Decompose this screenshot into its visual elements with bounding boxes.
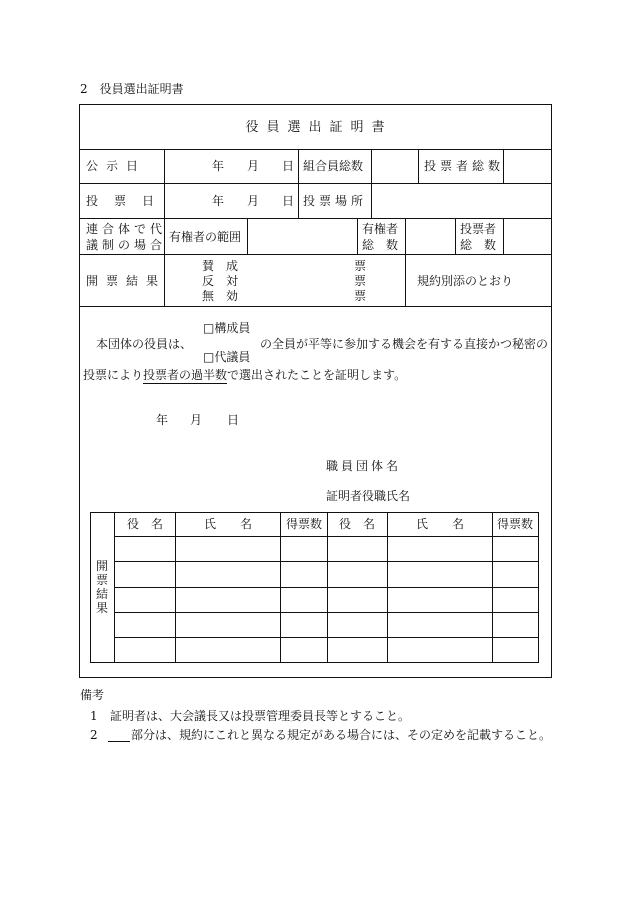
cert-date-year: 年 xyxy=(156,413,169,427)
date-year: 年 xyxy=(212,159,225,173)
label-no: 反 対 xyxy=(202,274,239,288)
label-voting-place: 投票場所 xyxy=(303,194,368,208)
label-member-total: 組合員総数 xyxy=(303,159,364,173)
underline-blank xyxy=(108,741,130,742)
date-year: 年 xyxy=(212,194,225,208)
cert-date-day: 日 xyxy=(227,413,240,427)
date-day: 日 xyxy=(282,159,295,173)
remark-1-text: 証明者は、大会議長又は投票管理委員長等とすること。 xyxy=(110,709,411,723)
label-federation-line1: 連合体で代 xyxy=(86,222,167,236)
label-federation-line2: 議制の場合 xyxy=(86,238,167,252)
header-name: 氏 名 xyxy=(203,517,253,531)
unit-votes: 票 xyxy=(354,259,367,273)
label-announcement-date: 公示日 xyxy=(86,159,147,173)
cert-line1-suffix: の全員が平等に参加する機会を有する直接かつ秘密の xyxy=(260,337,549,351)
rule-note: 規約別添のとおり xyxy=(417,274,514,288)
label-voter-total: 投票者総数 xyxy=(424,159,505,173)
label-eligible-total-line1: 有権者 xyxy=(362,222,399,236)
majority-underlined: 投票者の過半数 xyxy=(143,368,228,382)
label-voters-line2: 総 数 xyxy=(460,238,497,252)
remark-1-number: 1 xyxy=(90,709,98,723)
cert-date-month: 月 xyxy=(190,413,203,427)
label-eligible-range: 有権者の範囲 xyxy=(169,230,242,244)
date-month: 月 xyxy=(247,159,260,173)
header-votes: 得票数 xyxy=(496,517,534,531)
cert-line1-prefix: 本団体の役員は、 xyxy=(96,337,193,351)
header-name: 氏 名 xyxy=(415,517,465,531)
unit-votes: 票 xyxy=(354,289,367,303)
label-voting-date: 投票日 xyxy=(86,194,171,208)
header-votes: 得票数 xyxy=(285,517,323,531)
header-position: 役 名 xyxy=(338,517,376,531)
label-count-result: 開票結果 xyxy=(86,274,167,288)
remarks-heading: 備考 xyxy=(80,688,105,702)
remark-2-number: 2 xyxy=(90,728,98,742)
option-members: □構成員 xyxy=(203,321,251,335)
label-voters-line1: 投票者 xyxy=(460,222,497,236)
results-side-label: 開 票 結 果 xyxy=(96,559,109,615)
option-delegates: □代議員 xyxy=(203,350,251,364)
section-heading: 2 役員選出証明書 xyxy=(80,82,184,96)
org-name-label: 職員団体名 xyxy=(326,459,402,473)
header-position: 役 名 xyxy=(126,517,164,531)
label-yes: 賛 成 xyxy=(202,259,239,273)
label-invalid: 無 効 xyxy=(202,289,239,303)
date-day: 日 xyxy=(282,194,295,208)
label-eligible-total-line2: 総 数 xyxy=(362,238,399,252)
certifier-label: 証明者役職氏名 xyxy=(326,489,411,503)
cert-line2: 投票により投票者の過半数で選出されたことを証明します。 xyxy=(83,368,407,382)
remark-2-text: 部分は、規約にこれと異なる規定がある場合には、その定めを記載すること。 xyxy=(131,728,552,742)
date-month: 月 xyxy=(247,194,260,208)
unit-votes: 票 xyxy=(354,274,367,288)
form-title: 役員選出証明書 xyxy=(245,120,393,135)
